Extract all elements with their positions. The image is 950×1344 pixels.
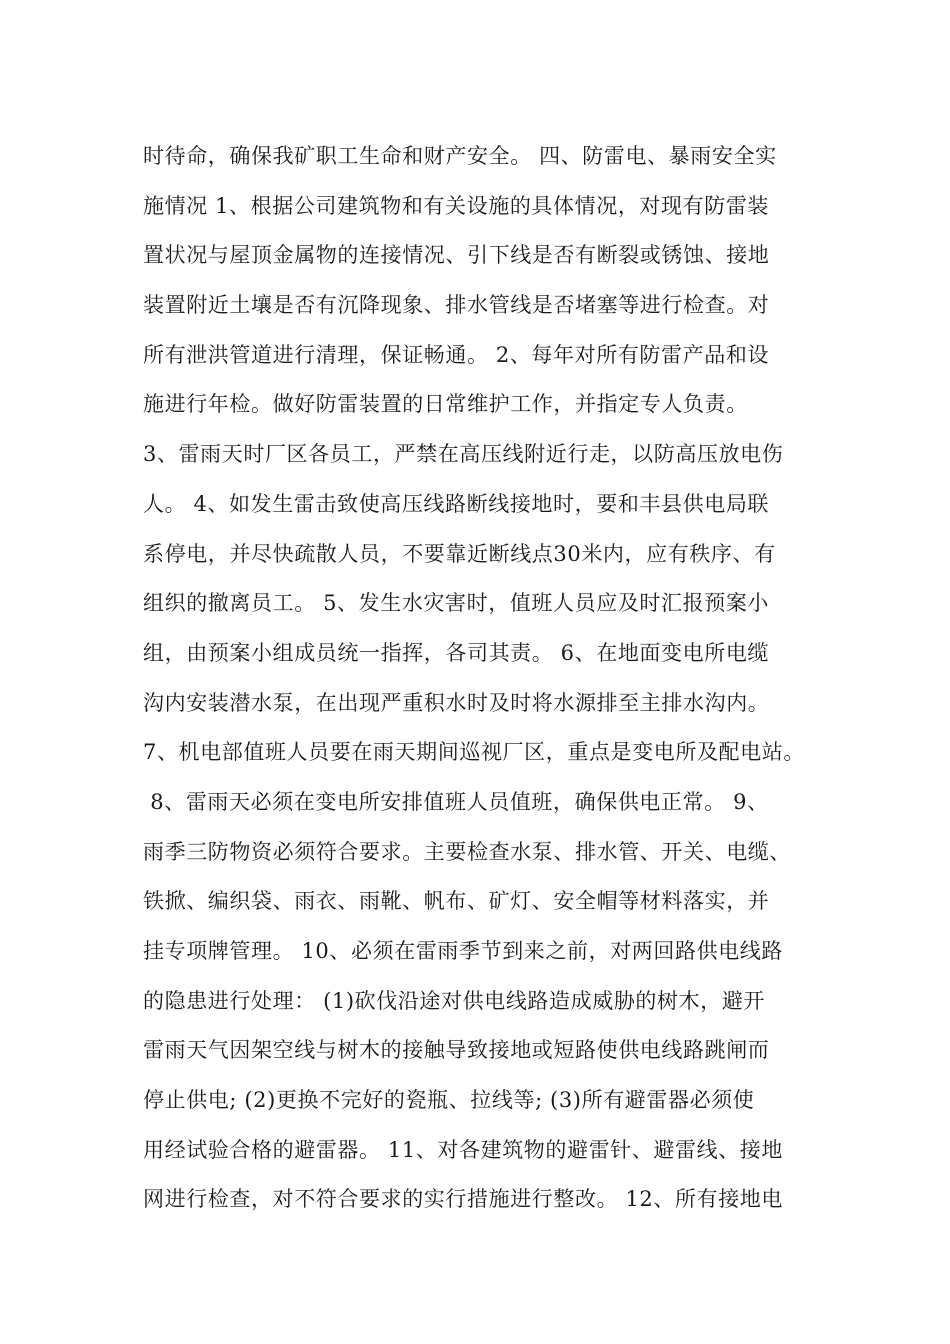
text-line: 装置附近土壤是否有沉降现象、排水管线是否堵塞等进行检查。对 xyxy=(143,293,770,318)
text-line: 施进行年检。做好防雷装置的日常维护工作，并指定专人负责。 xyxy=(143,392,748,417)
text-line: 时待命，确保我矿职工生命和财产安全。 四、防雷电、暴雨安全实 xyxy=(143,144,777,168)
text-line: 组织的撤离员工。 5、发生水灾害时，值班人员应及时汇报预案小 xyxy=(143,591,770,616)
text-line: 雷雨天气因架空线与树木的接触导致接地或短路使供电线路跳闸而 xyxy=(143,1038,770,1063)
text-line: 网进行检查，对不符合要求的实行措施进行整改。 12、所有接地电 xyxy=(143,1187,783,1212)
text-line: 组，由预案小组成员统一指挥，各司其责。 6、在地面变电所电缆 xyxy=(143,640,770,665)
text-line: 的隐患进行处理： (1)砍伐沿途对供电线路造成威胁的树木，避开 xyxy=(143,988,766,1013)
text-line: 挂专项牌管理。 10、必须在雷雨季节到来之前，对两回路供电线路 xyxy=(143,939,783,963)
text-line: 7、机电部值班人员要在雨天期间巡视厂区，重点是变电所及配电站。 xyxy=(143,740,805,765)
text-line: 铁掀、编织袋、雨衣、雨靴、帆布、矿灯、安全帽等材料落实，并 xyxy=(143,889,770,914)
text-line: 8、雷雨天必须在变电所安排值班人员值班，确保供电正常。 9、 xyxy=(143,789,769,814)
text-line: 置状况与屋顶金属物的连接情况、引下线是否有断裂或锈蚀、接地 xyxy=(143,243,770,268)
body-text xyxy=(143,132,833,1225)
text-line: 3、雷雨天时厂区各员工，严禁在高压线附近行走，以防高压放电伤 xyxy=(143,442,784,467)
text-line: 施情况 1、根据公司建筑物和有关设施的具体情况，对现有防雷装 xyxy=(143,193,770,218)
text-line: 所有泄洪管道进行清理，保证畅通。 2、每年对所有防雷产品和设 xyxy=(143,342,770,367)
text-line: 人。 4、如发生雷击致使高压线路断线接地时，要和丰县供电局联 xyxy=(143,491,770,516)
text-line: 沟内安装潜水泵，在出现严重积水时及时将水源排至主排水沟内。 xyxy=(143,690,770,715)
text-line: 系停电，并尽快疏散人员，不要靠近断线点30米内，应有秩序、有 xyxy=(143,541,776,566)
text-line: 用经试验合格的避雷器。 11、对各建筑物的避雷针、避雷线、接地 xyxy=(143,1137,783,1162)
text-line: 雨季三防物资必须符合要求。主要检查水泵、排水管、开关、电缆、 xyxy=(143,839,791,864)
text-line: 停止供电; (2)更换不完好的瓷瓶、拉线等; (3)所有避雷器必须使 xyxy=(143,1088,755,1113)
